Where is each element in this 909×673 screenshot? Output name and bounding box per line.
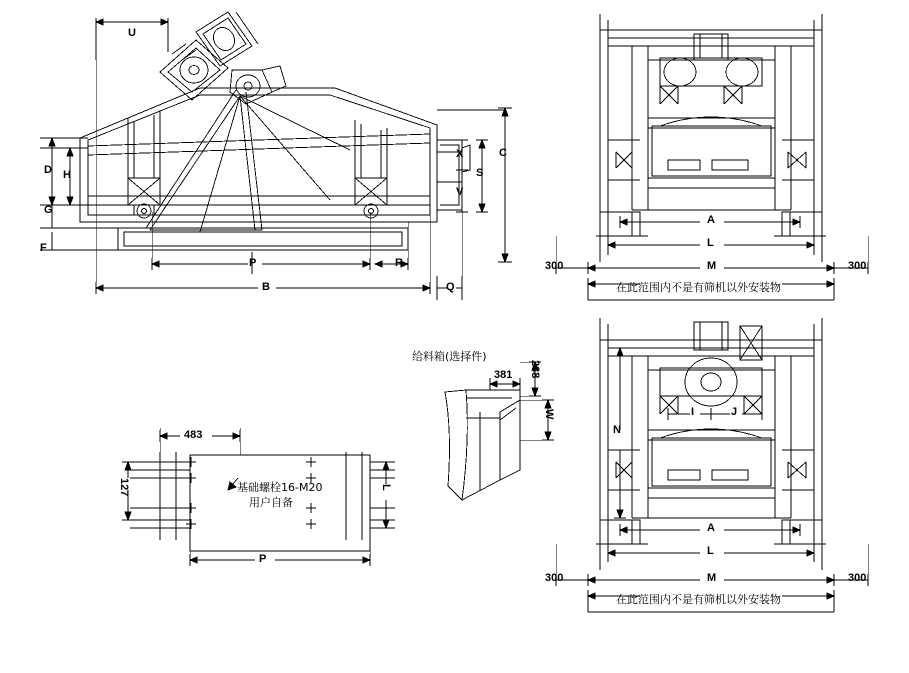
dim-label-L-top: L bbox=[707, 237, 714, 249]
dim-label-R: R bbox=[395, 257, 403, 269]
clearance-left-top: 300 bbox=[545, 260, 564, 272]
dim-label-P-side: P bbox=[249, 257, 257, 269]
dim-label-L-plan: L bbox=[380, 484, 392, 491]
dim-label-127: 127 bbox=[118, 478, 130, 497]
clearance-right-top: 300 bbox=[848, 260, 867, 272]
dim-label-A-bottom: A bbox=[707, 522, 715, 534]
dim-label-M-bottom: M bbox=[707, 572, 717, 584]
clearance-left-bottom: 300 bbox=[545, 572, 564, 584]
dim-label-C: C bbox=[499, 147, 507, 159]
dim-label-381: 381 bbox=[494, 369, 513, 381]
dim-label-H: H bbox=[63, 169, 71, 181]
dim-label-A-top: A bbox=[707, 214, 715, 226]
dim-label-S: S bbox=[476, 167, 484, 179]
dim-label-G: G bbox=[44, 204, 53, 216]
dim-label-X: X bbox=[456, 148, 464, 160]
dim-label-M-top: M bbox=[707, 260, 717, 272]
feed-box-title: 给料箱(选择件) bbox=[412, 350, 487, 363]
dim-label-F: F bbox=[40, 242, 47, 254]
dim-label-238: 238 bbox=[529, 360, 541, 379]
dim-label-V: V bbox=[456, 186, 464, 198]
clearance-right-bottom: 300 bbox=[848, 572, 867, 584]
dim-label-Q: Q bbox=[446, 281, 455, 293]
dim-label-U: U bbox=[128, 27, 136, 39]
note-top: 在此范围内不是有筛机以外安装物 bbox=[616, 281, 781, 294]
dim-label-D: D bbox=[44, 164, 52, 176]
dim-label-J: J bbox=[731, 406, 738, 418]
note-bottom: 在此范围内不是有筛机以外安装物 bbox=[616, 593, 781, 606]
dim-label-B: B bbox=[262, 281, 270, 293]
dim-label-N: N bbox=[613, 424, 621, 436]
foundation-note-line2: 用户自备 bbox=[249, 496, 293, 509]
dim-label-P-plan: P bbox=[259, 553, 267, 565]
dim-label-I: I bbox=[691, 406, 695, 418]
dim-label-483: 483 bbox=[184, 429, 203, 441]
foundation-note-line1: 基础螺栓16-M20 bbox=[237, 481, 323, 494]
dim-label-L-bottom: L bbox=[707, 545, 714, 557]
dim-label-W: W bbox=[543, 409, 555, 420]
